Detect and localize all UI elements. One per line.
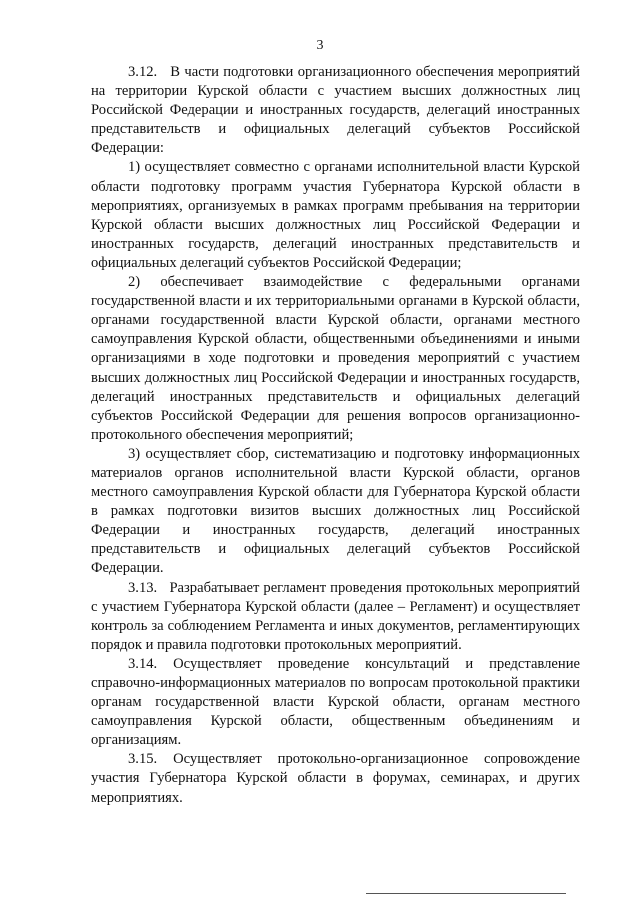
paragraph-3-12-item-3: 3) осуществляет сбор, систематизацию и подготовку информационных материалов органов исполнительной власти Курской области, органов местного самоуправления Курской области для Губернатора Курской области в рамках подготовки визитов высших должностных лиц Российской Федерации и иностранных государств, делегаций иностранных представительств и официальных делегаций субъектов Российской Федерации.: [91, 445, 580, 577]
paragraph-3-13: 3.13. Разрабатывает регламент проведения протокольных мероприятий с участием Губернатора Курской области (далее – Регламент) и осуществляет контроль за соблюдением Регламента и иных документов, регламентирующих порядок и правила подготовки протокольных мероприятий.: [91, 579, 580, 653]
page-number: 3: [316, 38, 324, 53]
bottom-rule: [366, 893, 566, 894]
paragraph-3-12: 3.12. В части подготовки организационного обеспечения мероприятий на территории Курской области с участием высших должностных лиц Российской Федерации и иностранных государств, делегаций иностранных представительств и официальных делегаций субъектов Российской Федерации:: [91, 64, 580, 157]
paragraph-3-14: 3.14. Осуществляет проведение консультаций и представление справочно-информационных материалов по вопросам протокольной практики органам государственной власти Курской области, органам местного самоуправления Курской области, общественным объединениям и организациям.: [91, 655, 580, 749]
paragraph-3-15: 3.15. Осуществляет протокольно-организационное сопровождение участия Губернатора Курской области в форумах, семинарах, и других мероприятиях.: [91, 751, 580, 806]
paragraph-3-12-item-2: 2) обеспечивает взаимодействие с федеральными органами государственной власти и их территориальными органами в Курской области, органами государственной власти Курской области, органами местного самоуправления Курской области, общественными объединениями и иными организациями в ходе подготовки и проведения мероприятий с участием высших должностных лиц Российской Федерации и иностранных государств, делегаций иностранных представительств и официальных делегаций субъектов Российской Федерации для решения вопросов организационно-протокольного обеспечения мероприятий;: [91, 274, 580, 443]
document-body: [91, 63, 580, 808]
paragraph-3-12-item-1: 1) осуществляет совместно с органами исполнительной власти Курской области подготовку программ участия Губернатора Курской области в мероприятиях, организуемых в рамках программ пребывания на территории Курской области высших должностных лиц Российской Федерации и иностранных государств, делегаций иностранных представительств и официальных делегаций субъектов Российской Федерации;: [91, 159, 580, 271]
